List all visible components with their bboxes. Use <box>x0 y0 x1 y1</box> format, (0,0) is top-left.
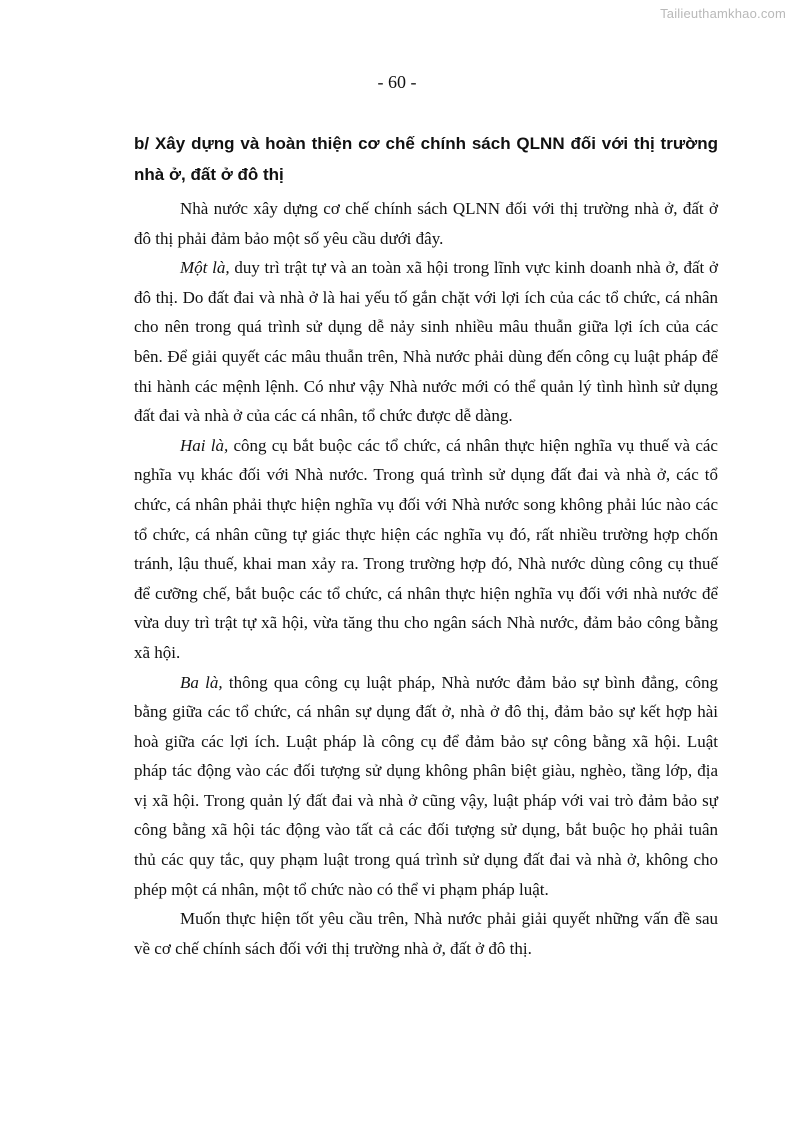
paragraph-lead: Hai là, <box>180 435 229 455</box>
paragraph-ba-la <box>134 668 718 905</box>
page-number: - 60 - <box>377 72 417 92</box>
paragraph-text: Nhà nước xây dựng cơ chế chính sách QLNN đối với thị trường nhà ở, đất ở đô thị phải đảm bảo một số yêu cầu dưới đây. <box>134 199 718 248</box>
section-heading: b/ Xây dựng và hoàn thiện cơ chế chính sách QLNN đối với thị trường nhà ở, đất ở đô thị <box>134 134 718 184</box>
paragraph-conclusion <box>134 904 718 963</box>
paragraph-text: duy trì trật tự và an toàn xã hội trong lĩnh vực kinh doanh nhà ở, đất ở đô thị. Do đất đai và nhà ở là hai yếu tố gắn chặt với lợi ích của các tổ chức, cá nhân cho nên trong quá trình sử dụng dễ nảy sinh nhiều mâu thuẫn giữa lợi ích của các bên. Để giải quyết các mâu thuẫn trên, Nhà nước phải dùng đến công cụ luật pháp để thi hành các mệnh lệnh. Có như vậy Nhà nước mới có thể quản lý tình hình sử dụng đất đai và nhà ở của các cá nhân, tổ chức được dễ dàng. <box>134 258 718 426</box>
paragraph-text: thông qua công cụ luật pháp, Nhà nước đảm bảo sự bình đẳng, công bằng giữa các tổ chức, cá nhân sự dụng đất ở, nhà ở đô thị, đảm bảo sự kết hợp hài hoà giữa các lợi ích. Luật pháp là công cụ để đảm bảo sự công bằng xã hội. Luật pháp tác động vào các đối tượng sử dụng không phân biệt giàu, nghèo, tầng lớp, địa vị xã hội. Trong quản lý đất đai và nhà ở cũng vậy, luật pháp với vai trò đảm bảo sự công bằng xã hội tác động vào tất cả các đối tượng sử dụng, bắt buộc họ phải tuân thủ các quy tắc, quy phạm luật trong quá trình sử dụng đất đai và nhà ở, không cho phép một cá nhân, một tổ chức nào có thể vi phạm pháp luật. <box>134 672 718 899</box>
paragraph-mot-la <box>134 253 718 431</box>
paragraph-lead: Ba là, <box>180 672 223 692</box>
watermark: Tailieuthamkhao.com <box>660 6 786 21</box>
paragraph-lead: Một là, <box>180 258 230 278</box>
paragraph-intro <box>134 194 718 253</box>
paragraph-text: Muốn thực hiện tốt yêu cầu trên, Nhà nước phải giải quyết những vấn đề sau về cơ chế chính sách đối với thị trường nhà ở, đất ở đô thị. <box>134 909 718 958</box>
paragraph-text: công cụ bắt buộc các tổ chức, cá nhân thực hiện nghĩa vụ thuế và các nghĩa vụ khác đối với Nhà nước. Trong quá trình sử dụng đất đai và nhà ở, các tổ chức, cá nhân phải thực hiện nghĩa vụ đối với Nhà nước song không phải lúc nào các tổ chức, cá nhân cũng tự giác thực hiện các nghĩa vụ đó, rất nhiều trường hợp chốn tránh, lậu thuế, khai man xảy ra. Trong trường hợp đó, Nhà nước dùng công cụ thuế để cưỡng chế, bắt buộc các tổ chức, cá nhân thực hiện nghĩa vụ đối với nhà nước để vừa duy trì trật tự xã hội, vừa tăng thu cho ngân sách Nhà nước, đảm bảo công bằng xã hội. <box>134 435 718 662</box>
paragraph-hai-la <box>134 431 718 668</box>
document-body <box>134 128 718 963</box>
